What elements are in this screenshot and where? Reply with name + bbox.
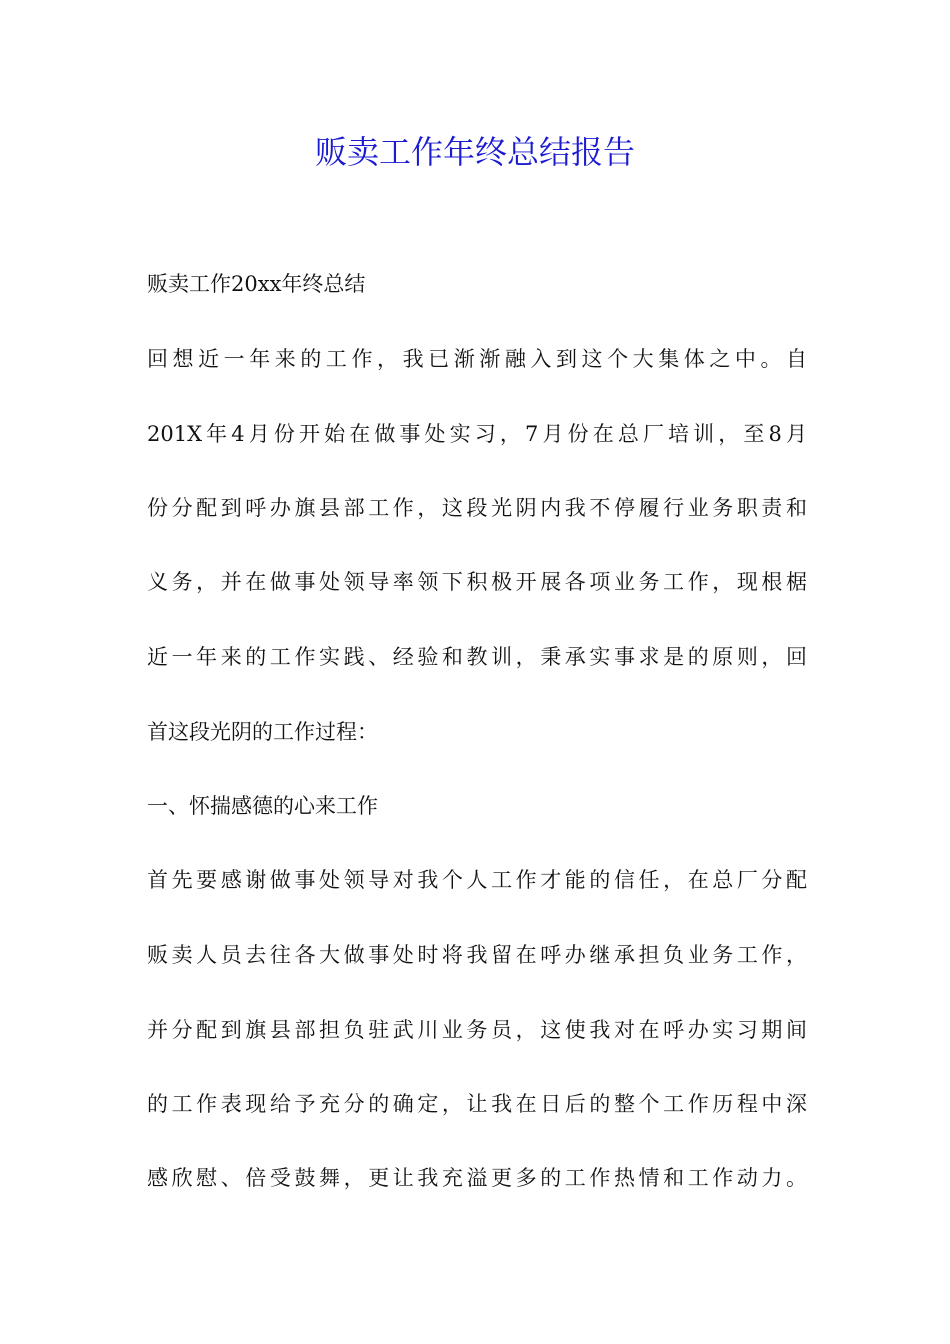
paragraph-line: 首这段光阴的工作过程： [147, 720, 378, 744]
document-title: 贩卖工作年终总结报告 [314, 133, 635, 171]
paragraph-line: 并分配到旗县部担负驻武川业务员，这使我对在呼办实习期间 [147, 1018, 807, 1042]
paragraph-line: 份分配到呼办旗县部工作，这段光阴内我不停履行业务职责和 [147, 496, 807, 520]
paragraph-line: 的工作表现给予充分的确定，让我在日后的整个工作历程中深 [147, 1092, 807, 1116]
document-subtitle: 贩卖工作20xx年终总结 [147, 272, 366, 296]
paragraph-line: 回想近一年来的工作，我已渐渐融入到这个大集体之中。自 [147, 347, 807, 371]
paragraph-line: 义务，并在做事处领导率领下积极开展各项业务工作，现根椐 [147, 570, 807, 594]
paragraph-line: 近一年来的工作实践、经验和教训，秉承实事求是的原则，回 [147, 645, 807, 669]
paragraph-line: 201X年4月份开始在做事处实习，7月份在总厂培训，至8月 [147, 422, 807, 446]
paragraph-line: 首先要感谢做事处领导对我个人工作才能的信任，在总厂分配 [147, 868, 807, 892]
paragraph-line: 感欣慰、倍受鼓舞，更让我充溢更多的工作热情和工作动力。 [147, 1166, 807, 1190]
paragraph-line: 贩卖人员去往各大做事处时将我留在呼办继承担负业务工作， [147, 943, 807, 967]
section-heading: 一、怀揣感德的心来工作 [147, 794, 378, 818]
